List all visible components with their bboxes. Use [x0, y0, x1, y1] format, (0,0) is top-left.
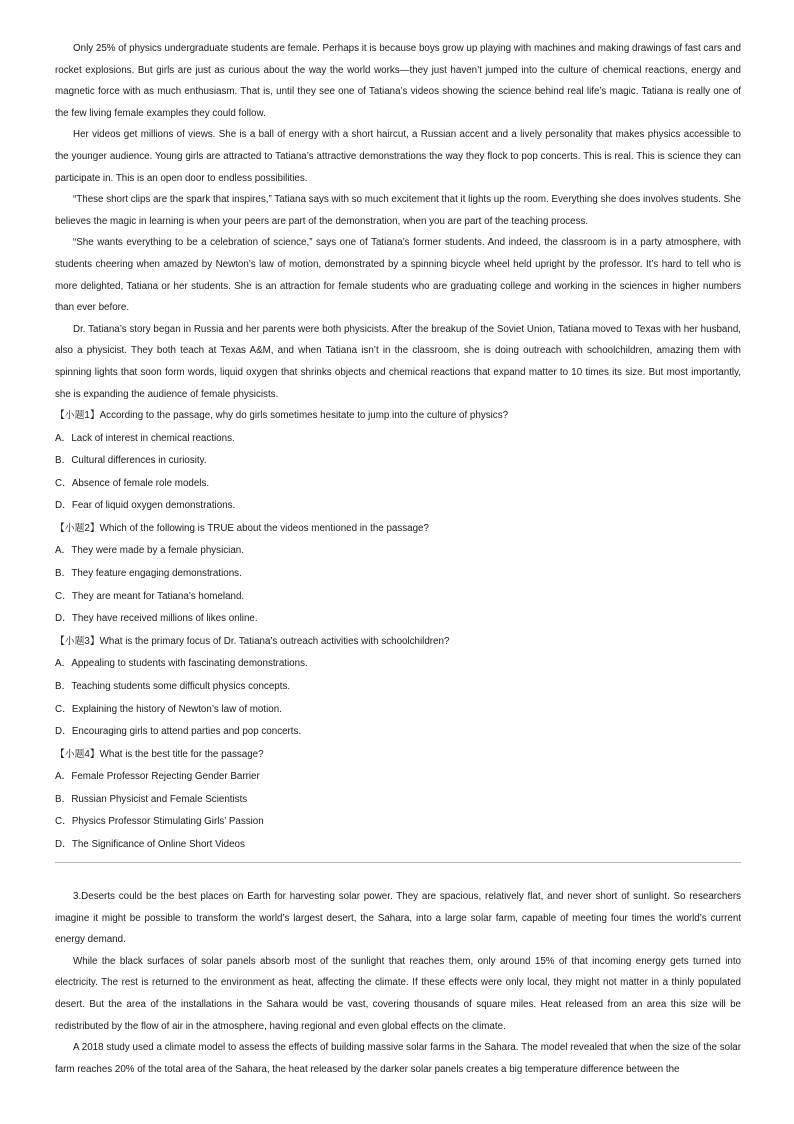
paragraph: Only 25% of physics undergraduate students are female. Perhaps it is because boys grow up playing with machines and making drawings of fast cars and rocket explosions. But girls are just as curious about the way the world works—they just haven’t jumped into the culture of chemical reactions, energy and magnetic force with as much enthusiasm. That is, until they see one of Tatiana’s videos showing the science behind real life’s magic. Tatiana is really one of the few living female examples they could follow.: [55, 43, 741, 119]
passage-one: [55, 38, 741, 857]
answer-option: B．Russian Physicist and Female Scientists: [55, 793, 248, 805]
paragraph: While the black surfaces of solar panels absorb most of the sunlight that reaches them, only around 15% of that incoming energy gets turned into electricity. The rest is returned to the environment as heat, affecting the climate. If these effects were only local, they might not matter in a thinly populated desert. But the area of the installations in the Sahara would be vast, covering thousands of square miles. Heat released from an area this size will be redistributed by the flow of air in the atmosphere, having regional and even global effects on the climate.: [55, 955, 741, 1032]
paragraph: “These short clips are the spark that inspires,” Tatiana says with so much excitement that it lights up the room. Everything she does involves students. She believes the magic in learning is when your peers are part of the demonstration, when you are part of the teaching process.: [55, 194, 741, 227]
answer-option: B．They feature engaging demonstrations.: [55, 568, 242, 580]
answer-option: A．Appealing to students with fascinating demonstrations.: [55, 658, 308, 670]
question-1: [55, 405, 741, 518]
answer-option: D．The Significance of Online Short Videos: [55, 839, 245, 850]
question-stem: 【小题4】What is the best title for the passage?: [55, 748, 264, 760]
paragraph: Dr. Tatiana’s story began in Russia and her parents were both physicists. After the breakup of the Soviet Union, Tatiana moved to Texas with her husband, also a physicist. They both teach at Texas A&M, and when Tatiana isn’t in the classroom, she is doing outreach with schoolchildren, amazing them with spinning lights that soon form words, liquid oxygen that shrinks objects and chemical reactions that expand matter to 10 times its size. But most importantly, she is expanding the audience of female physicists.: [55, 323, 741, 400]
question-2: [55, 518, 741, 631]
answer-option: A．Female Professor Rejecting Gender Barrier: [55, 771, 260, 783]
answer-option: C．Explaining the history of Newton’s law of motion.: [55, 703, 282, 715]
paragraph: 3.Deserts could be the best places on Earth for harvesting solar power. They are spacious, relatively flat, and never short of sunlight. So researchers imagine it might be possible to transform the world’s largest desert, the Sahara, into a large solar farm, capable of meeting four times the world’s current energy demand.: [55, 891, 741, 946]
question-3: [55, 631, 741, 744]
paragraph: A 2018 study used a climate model to assess the effects of building massive solar farms in the Sahara. The model revealed that when the size of the solar farm reaches 20% of the total area of the Sahara, the heat released by the darker solar panels creates a big temperature difference between the: [55, 1042, 741, 1075]
answer-option: C．Physics Professor Stimulating Girls’ Passion: [55, 816, 264, 828]
answer-option: C．They are meant for Tatiana’s homeland.: [55, 590, 245, 602]
answer-option: D．Fear of liquid oxygen demonstrations.: [55, 500, 236, 512]
answer-option: C．Absence of female role models.: [55, 477, 210, 489]
passage-two: [55, 886, 741, 1080]
question-stem: 【小题1】According to the passage, why do girls sometimes hesitate to jump into the culture of physics?: [55, 410, 509, 422]
answer-option: A．Lack of interest in chemical reactions.: [55, 432, 235, 444]
question-stem: 【小题2】Which of the following is TRUE about the videos mentioned in the passage?: [55, 522, 429, 534]
question-stem: 【小题3】What is the primary focus of Dr. Tatiana’s outreach activities with schoolchildren?: [55, 635, 450, 647]
section-divider: [55, 862, 741, 863]
paragraph: “She wants everything to be a celebration of science,” says one of Tatiana’s former students. And indeed, the classroom is in a party atmosphere, with students cheering when amazed by Newton’s law of motion, demonstrated by a spinning bicycle wheel held upright by the professor. It’s hard to tell who is more delighted, Tatiana or her students. She is an attraction for female students who are graduating college and working in the sciences in higher numbers than ever before.: [55, 237, 741, 314]
answer-option: D．Encouraging girls to attend parties and pop concerts.: [55, 726, 302, 738]
paragraph: Her videos get millions of views. She is a ball of energy with a short haircut, a Russian accent and a lively personality that makes physics accessible to the younger audience. Young girls are attracted to Tatiana’s attractive demonstrations the way they flock to pop concerts. This is real. This is science they can participate in. This is an open door to endless possibilities.: [55, 129, 741, 184]
answer-option: D．They have received millions of likes online.: [55, 613, 258, 625]
answer-option: B．Teaching students some difficult physics concepts.: [55, 680, 291, 692]
answer-option: B．Cultural differences in curiosity.: [55, 455, 207, 467]
answer-option: A．They were made by a female physician.: [55, 545, 244, 557]
question-4: [55, 744, 741, 857]
